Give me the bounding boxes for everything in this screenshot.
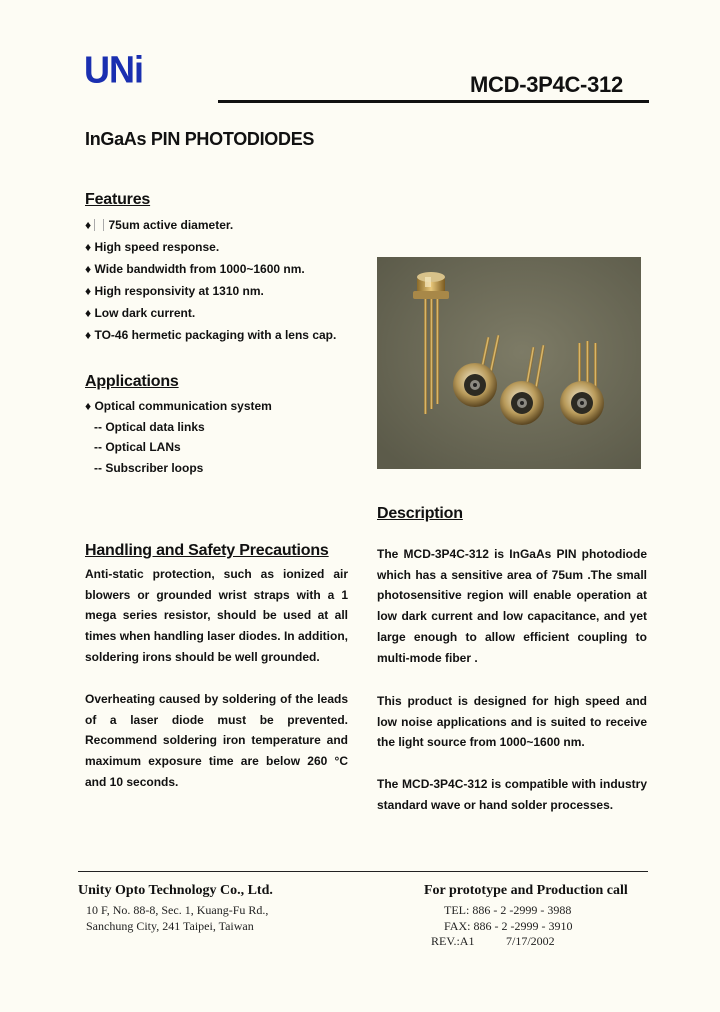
telephone: TEL: 886 - 2 -2999 - 3988 [444,903,572,917]
list-item: ♦ High speed response. [85,240,220,254]
list-item: ♦ 75um active diameter. [85,218,234,232]
list-item: -- Subscriber loops [94,461,204,476]
list-item: -- Optical LANs [94,440,181,455]
handling-paragraph-2: Overheating caused by soldering of the leads of a laser diode must be prevented. Recommend soldering iron temperature and maximum exposure time are below 260 °C and 10 seconds. [85,692,348,789]
list-item: ♦ Wide bandwidth from 1000~1600 nm. [85,262,305,276]
list-item: ♦ Low dark current. [85,306,196,320]
description-paragraph-1: The MCD-3P4C-312 is InGaAs PIN photodiode which has a sensitive area of 75um .The small photosensitive region will enable operation at low dark current and low capacitance, and yet large enough to allow efficient coupling to multi-mode fiber . [377,547,647,665]
symbol-placeholder [94,219,104,231]
list-item: -- Optical data links [94,419,205,434]
photodiode-illustration [377,257,641,469]
page-title: InGaAs PIN PHOTODIODES [85,129,315,149]
applications-list [85,396,365,479]
list-item: ♦ TO-46 hermetic packaging with a lens cap. [85,328,337,342]
address-line-1: 10 F, No. 88-8, Sec. 1, Kuang-Fu Rd., [86,903,269,917]
description-heading: Description [377,505,463,522]
revision-date: 7/17/2002 [506,934,555,948]
footer-rule [78,871,648,872]
revision: REV.:A1 [431,934,475,948]
description-paragraph-2: This product is designed for high speed and low noise applications and is suited to receive the light source from 1000~1600 nm. [377,694,647,750]
header-rule [218,100,649,103]
features-list [85,214,336,346]
contact-heading: For prototype and Production call [424,883,628,898]
company-logo: UNi [84,47,143,91]
list-item: ♦ High responsivity at 1310 nm. [85,284,264,298]
description-paragraph-3: The MCD-3P4C-312 is compatible with industry standard wave or hand solder processes. [377,777,647,812]
address-line-2: Sanchung City, 241 Taipei, Taiwan [86,919,254,933]
product-photo [377,257,641,469]
list-item: ♦ Optical communication system [85,399,272,413]
handling-heading: Handling and Safety Precautions [85,542,329,559]
features-heading: Features [85,191,151,208]
company-name: Unity Opto Technology Co., Ltd. [78,883,273,898]
handling-paragraph-1: Anti-static protection, such as ionized air blowers or grounded wrist straps with a 1 mega series resistor, should be used at all times when handling laser diodes. In addition, soldering irons should be well grounded. [85,567,348,664]
fax: FAX: 886 - 2 -2999 - 3910 [444,919,573,933]
applications-heading: Applications [85,373,179,390]
part-number: MCD-3P4C-312 [470,72,623,97]
